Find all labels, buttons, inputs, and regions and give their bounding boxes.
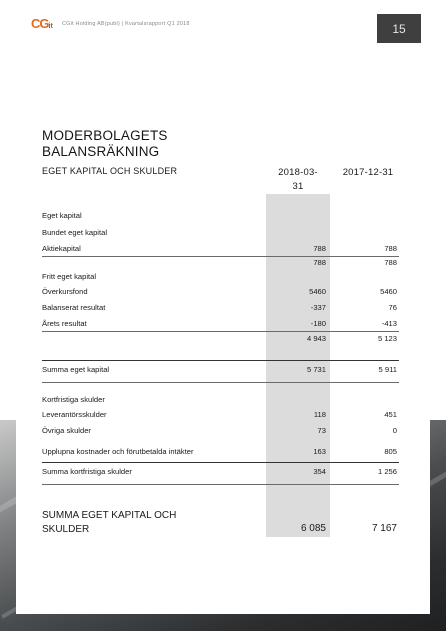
row-value-2017: 0 — [392, 426, 397, 435]
row-label: Årets resultat — [42, 319, 87, 328]
table-row — [0, 301, 446, 315]
row-label: Upplupna kostnader och förutbetalda intäkter — [42, 447, 194, 456]
row-value-2018: 5460 — [309, 287, 326, 296]
section-heading: EGET KAPITAL OCH SKULDER — [42, 166, 178, 176]
table-row — [0, 317, 446, 331]
row-label: Balanserat resultat — [42, 303, 106, 312]
row-divider — [42, 484, 399, 485]
column-header-2018 — [268, 166, 328, 194]
row-value-2018: 163 — [313, 447, 326, 456]
table-row — [0, 270, 446, 284]
table-row — [0, 424, 446, 438]
grand-total-label — [42, 509, 176, 537]
table-row — [0, 445, 446, 459]
row-divider — [42, 382, 399, 383]
page-title — [42, 128, 168, 160]
row-label: Kortfristiga skulder — [42, 395, 105, 404]
row-value-2017: 5460 — [380, 287, 397, 296]
grand-total-value-2017: 7 167 — [371, 523, 397, 534]
row-label: Summa kortfristiga skulder — [42, 467, 132, 476]
table-row — [0, 408, 446, 422]
row-label: Eget kapital — [42, 211, 82, 220]
table-row — [0, 256, 446, 270]
grand-total-label-line-2: SKULDER — [42, 524, 90, 535]
column-header-2018-line-2: 31 — [292, 181, 304, 192]
table-row — [0, 285, 446, 299]
table-row — [0, 465, 446, 479]
row-value-2017: 5 123 — [377, 334, 397, 343]
row-value-2017: 805 — [384, 447, 397, 456]
table-row — [0, 363, 446, 377]
page-number: 15 — [377, 14, 421, 43]
logo-main: CG — [31, 16, 49, 31]
header-text: CGit Holding AB(publ) | Kvartalsrapport Q1 2018 — [62, 21, 190, 27]
row-value-2018: 788 — [313, 244, 326, 253]
title-line-2: BALANSRÄKNING — [42, 144, 160, 159]
row-value-2017: 1 256 — [377, 467, 397, 476]
company-logo — [31, 15, 57, 33]
row-value-2018: -180 — [310, 319, 326, 328]
row-value-2018: 73 — [317, 426, 326, 435]
row-label: Fritt eget kapital — [42, 272, 97, 281]
row-value-2017: 76 — [388, 303, 397, 312]
row-label: Leverantörsskulder — [42, 410, 107, 419]
row-label: Överkursfond — [42, 287, 88, 296]
column-header-2017: 2017-12-31 — [342, 167, 394, 178]
row-value-2018: 788 — [313, 258, 326, 267]
grand-total-value-2018: 6 085 — [300, 523, 326, 534]
table-row — [0, 332, 446, 346]
row-label: Aktiekapital — [42, 244, 81, 253]
row-value-2018: 118 — [313, 410, 326, 419]
row-value-2018: -337 — [310, 303, 326, 312]
row-value-2017: 788 — [384, 258, 397, 267]
table-row — [0, 209, 446, 223]
row-value-2017: -413 — [381, 319, 397, 328]
table-row — [0, 226, 446, 240]
title-line-1: MODERBOLAGETS — [42, 128, 168, 143]
row-value-2018: 4 943 — [306, 334, 326, 343]
logo-suffix: it — [48, 23, 53, 30]
row-value-2017: 788 — [384, 244, 397, 253]
row-label: Bundet eget kapital — [42, 228, 108, 237]
row-divider — [42, 360, 399, 361]
row-label: Summa eget kapital — [42, 365, 110, 374]
row-value-2018: 354 — [313, 467, 326, 476]
table-row — [0, 242, 446, 256]
table-row — [0, 393, 446, 407]
row-label: Övriga skulder — [42, 426, 91, 435]
row-value-2017: 5 911 — [378, 365, 397, 374]
grand-total-label-line-1: SUMMA EGET KAPITAL OCH — [42, 510, 177, 521]
row-divider — [42, 462, 399, 463]
row-value-2017: 451 — [384, 410, 397, 419]
row-value-2018: 5 731 — [306, 365, 326, 374]
column-header-2018-line-1: 2018-03- — [278, 167, 318, 178]
